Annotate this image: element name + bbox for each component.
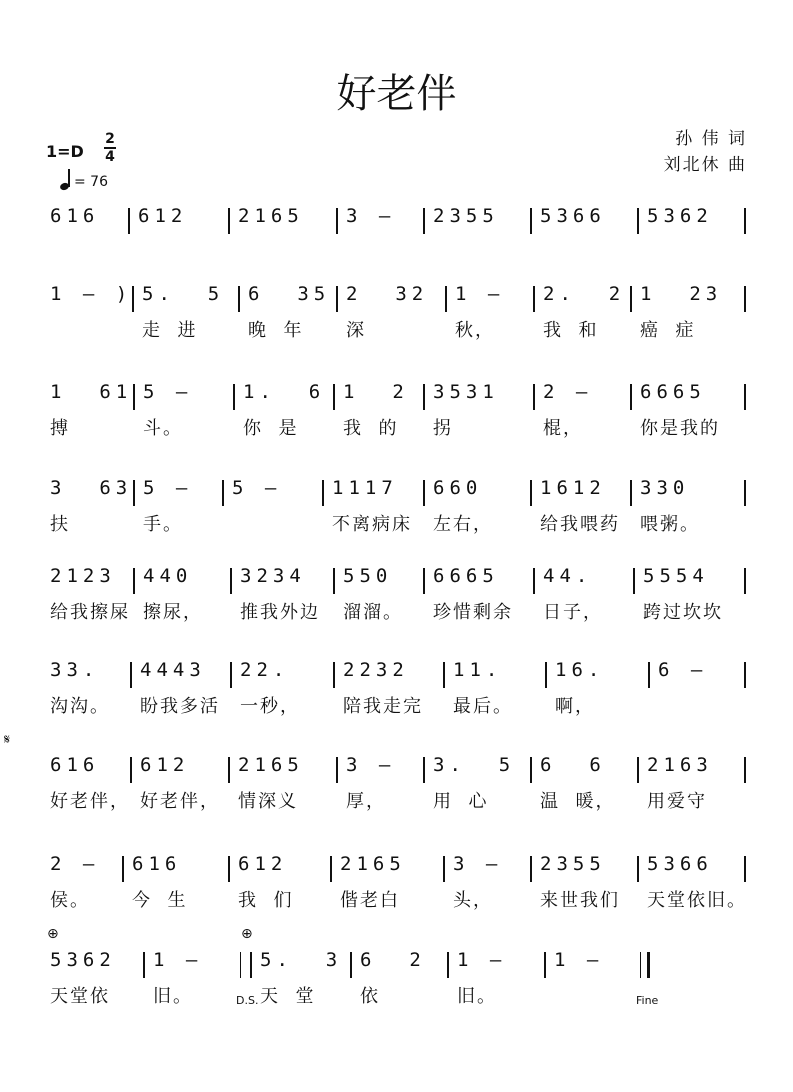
- score-system: [44, 844, 756, 934]
- lyric-row: [44, 598, 756, 628]
- measure-notes: 612: [138, 205, 188, 227]
- barline: [744, 384, 746, 410]
- lyric-segment: 厚，: [346, 791, 386, 812]
- measure-notes: 2 32: [346, 283, 429, 305]
- lyric-row: [44, 886, 756, 916]
- measure-notes: 1 23: [640, 283, 723, 305]
- measure-notes: 6 6: [540, 754, 606, 776]
- measure-notes: 2. 2: [543, 283, 626, 305]
- lyric-row: [44, 238, 756, 268]
- barline: [744, 480, 746, 506]
- measure-notes: 2165: [238, 754, 304, 776]
- measure-notes: 1 –: [455, 283, 505, 305]
- lyric-segment: 用 心: [433, 791, 489, 812]
- lyric-segment: 你 是: [243, 418, 299, 439]
- barline: [130, 662, 132, 688]
- barline: [744, 757, 746, 783]
- barline: [230, 662, 232, 688]
- measure-notes: 440: [143, 565, 193, 587]
- barline: [530, 757, 532, 783]
- measure-notes: 5 –: [232, 477, 282, 499]
- lyric-segment: 左右，: [433, 514, 493, 535]
- barline: [143, 952, 145, 978]
- measure-notes: 2355: [540, 853, 606, 875]
- measure-notes: 1 –: [153, 949, 203, 971]
- barline: [744, 856, 746, 882]
- barline: [336, 757, 338, 783]
- measure-notes: 5362: [647, 205, 713, 227]
- barline: [228, 208, 230, 234]
- barline: [544, 952, 546, 978]
- lyric-segment: 晚 年: [248, 320, 304, 341]
- measure-notes: 5. 5: [142, 283, 225, 305]
- barline: [133, 568, 135, 594]
- fine-mark: Fine: [636, 994, 659, 1007]
- measure-notes: 616: [50, 205, 100, 227]
- lyric-segment: 头，: [453, 890, 493, 911]
- lyric-segment: 推我外边: [240, 602, 320, 623]
- measure-notes: 2 –: [50, 853, 100, 875]
- barline: [423, 208, 425, 234]
- barline: [130, 757, 132, 783]
- barline: [530, 208, 532, 234]
- barline: [132, 286, 134, 312]
- measure-notes: 1 2: [343, 381, 409, 403]
- measure-notes: 612: [238, 853, 288, 875]
- tempo-value: = 76: [74, 174, 108, 190]
- barline: [333, 662, 335, 688]
- barline: [333, 568, 335, 594]
- lyric-segment: 旧。: [153, 986, 193, 1007]
- measure-notes: 5 –: [143, 381, 193, 403]
- measure-notes: 11.: [453, 659, 503, 681]
- measure-notes: 5. 3: [260, 949, 343, 971]
- lyric-segment: 溜溜。: [343, 602, 403, 623]
- measure-notes: 1612: [540, 477, 606, 499]
- tempo-marking: [58, 168, 108, 190]
- barline: [637, 208, 639, 234]
- lyric-segment: 拐: [433, 418, 453, 439]
- barline: [530, 856, 532, 882]
- lyric-segment: 陪我走完: [343, 696, 423, 717]
- key-signature: 1=D: [46, 142, 84, 161]
- barline: [228, 757, 230, 783]
- measure-notes: 3 –: [346, 205, 396, 227]
- barline: [423, 384, 425, 410]
- measure-notes: 3234: [240, 565, 306, 587]
- melody-row: [44, 844, 756, 884]
- composer-credit: 刘北休 曲: [663, 155, 747, 175]
- coda-icon: ⊕: [241, 926, 253, 942]
- lyric-segment: 不离病床: [332, 514, 412, 535]
- barline: [443, 662, 445, 688]
- lyric-segment: 天堂依: [50, 986, 110, 1007]
- barline: [350, 952, 352, 978]
- quarter-note-icon: [58, 168, 74, 190]
- lyric-segment: 天堂依旧。: [647, 890, 747, 911]
- lyricist-credit: 孙 伟 词: [675, 129, 747, 149]
- lyric-segment: 沟沟。: [50, 696, 110, 717]
- lyric-segment: 擦尿，: [143, 602, 203, 623]
- measure-notes: 1 – ): [50, 283, 133, 305]
- lyric-segment: 天 堂: [260, 986, 316, 1007]
- score-system: [44, 196, 756, 286]
- measure-notes: 1117: [332, 477, 398, 499]
- barline: [336, 208, 338, 234]
- lyric-row: [44, 414, 756, 444]
- song-title: 好老伴: [336, 71, 457, 117]
- barline: [423, 757, 425, 783]
- barline: [533, 286, 535, 312]
- measure-notes: 3 63: [50, 477, 133, 499]
- lyric-segment: 来世我们: [540, 890, 620, 911]
- barline: [233, 384, 235, 410]
- measure-notes: 22.: [240, 659, 290, 681]
- melody-row: [44, 650, 756, 690]
- lyric-segment: 给我擦屎: [50, 602, 130, 623]
- barline: [530, 480, 532, 506]
- measure-notes: 5366: [540, 205, 606, 227]
- measure-notes: 2123: [50, 565, 116, 587]
- lyric-segment: 一秒，: [240, 696, 300, 717]
- barline: [240, 952, 245, 978]
- barline: [443, 856, 445, 882]
- barline: [228, 856, 230, 882]
- lyric-segment: 搏: [50, 418, 70, 439]
- measure-notes: 6 –: [658, 659, 708, 681]
- lyric-segment: 喂粥。: [640, 514, 700, 535]
- lyric-row: [44, 316, 756, 346]
- score-system: [44, 556, 756, 646]
- measure-notes: 3531: [433, 381, 499, 403]
- measure-notes: 612: [140, 754, 190, 776]
- barline: [744, 662, 746, 688]
- measure-notes: 1. 6: [243, 381, 326, 403]
- barline: [630, 480, 632, 506]
- lyric-segment: 情深义: [238, 791, 298, 812]
- time-signature: [104, 132, 116, 164]
- melody-row: [44, 372, 756, 412]
- barline: [133, 480, 135, 506]
- barline: [322, 480, 324, 506]
- lyric-segment: 最后。: [453, 696, 513, 717]
- lyric-segment: 秋，: [455, 320, 495, 341]
- measure-notes: 6 35: [248, 283, 331, 305]
- measure-notes: 616: [50, 754, 100, 776]
- score-system: [44, 940, 756, 1030]
- barline: [238, 286, 240, 312]
- measure-notes: 1 –: [457, 949, 507, 971]
- barline: [423, 568, 425, 594]
- measure-notes: 16.: [555, 659, 605, 681]
- measure-notes: 550: [343, 565, 393, 587]
- measure-notes: 1 –: [554, 949, 604, 971]
- measure-notes: 3 –: [346, 754, 396, 776]
- barline: [533, 384, 535, 410]
- measure-notes: 2163: [647, 754, 713, 776]
- lyric-segment: 偕老白: [340, 890, 400, 911]
- meter-top: 2: [105, 131, 115, 147]
- score-system: [44, 468, 756, 558]
- lyric-segment: 温 暖，: [540, 791, 616, 812]
- measure-notes: 2232: [343, 659, 409, 681]
- lyric-segment: 斗。: [143, 418, 183, 439]
- lyric-segment: 深: [346, 320, 366, 341]
- measure-notes: 5554: [643, 565, 709, 587]
- segno-icon: 𝄋: [4, 732, 11, 748]
- barline: [744, 568, 746, 594]
- barline: [423, 480, 425, 506]
- melody-row: [44, 274, 756, 314]
- measure-notes: 5366: [647, 853, 713, 875]
- lyric-segment: 侯。: [50, 890, 90, 911]
- ds-mark: D.S.: [236, 994, 259, 1007]
- measure-notes: 2 –: [543, 381, 593, 403]
- barline: [648, 662, 650, 688]
- measure-notes: 660: [433, 477, 483, 499]
- score-system: [44, 274, 756, 364]
- measure-notes: 3 –: [453, 853, 503, 875]
- measure-notes: 4443: [140, 659, 206, 681]
- measure-notes: 6 2: [360, 949, 426, 971]
- measure-notes: 330: [640, 477, 690, 499]
- lyric-segment: 好老伴，: [50, 791, 130, 812]
- measure-notes: 5362: [50, 949, 116, 971]
- barline: [133, 384, 135, 410]
- barline: [637, 757, 639, 783]
- barline: [230, 568, 232, 594]
- lyric-segment: 旧。: [457, 986, 497, 1007]
- measure-notes: 6665: [640, 381, 706, 403]
- lyric-segment: 用爱守: [647, 791, 707, 812]
- melody-row: [44, 745, 756, 785]
- lyric-segment: 你是我的: [640, 418, 720, 439]
- measure-notes: 33.: [50, 659, 100, 681]
- barline: [630, 384, 632, 410]
- measure-notes: 6665: [433, 565, 499, 587]
- meter-bottom: 4: [105, 149, 115, 165]
- barline: [128, 208, 130, 234]
- melody-row: [44, 196, 756, 236]
- lyric-segment: 手。: [143, 514, 183, 535]
- lyric-segment: 跨过坎坎: [643, 602, 723, 623]
- lyric-segment: 盼我多活: [140, 696, 220, 717]
- lyric-segment: 今 生: [132, 890, 188, 911]
- lyric-segment: 日子，: [543, 602, 603, 623]
- measure-notes: 2165: [340, 853, 406, 875]
- barline: [122, 856, 124, 882]
- score-system: [44, 372, 756, 462]
- measure-notes: 3. 5: [433, 754, 516, 776]
- score-system: [44, 650, 756, 740]
- lyric-row: [44, 692, 756, 722]
- barline: [447, 952, 449, 978]
- lyric-segment: 啊，: [555, 696, 595, 717]
- barline: [222, 480, 224, 506]
- measure-notes: 1 61: [50, 381, 133, 403]
- lyric-segment: 走 进: [142, 320, 198, 341]
- credits: [664, 126, 747, 178]
- barline: [633, 568, 635, 594]
- lyric-segment: 我 们: [238, 890, 294, 911]
- melody-row: [44, 940, 756, 980]
- lyric-segment: 好老伴，: [140, 791, 220, 812]
- barline: [640, 952, 650, 978]
- lyric-segment: 棍，: [543, 418, 583, 439]
- barline: [545, 662, 547, 688]
- barline: [445, 286, 447, 312]
- barline: [744, 286, 746, 312]
- barline: [637, 856, 639, 882]
- measure-notes: 616: [132, 853, 182, 875]
- melody-row: [44, 468, 756, 508]
- coda-icon: ⊕: [47, 926, 59, 942]
- measure-notes: 44.: [543, 565, 593, 587]
- measure-notes: 2165: [238, 205, 304, 227]
- barline: [330, 856, 332, 882]
- lyric-segment: 珍惜剩余: [433, 602, 513, 623]
- barline: [630, 286, 632, 312]
- lyric-row: [44, 510, 756, 540]
- barline: [533, 568, 535, 594]
- lyric-segment: 依: [360, 986, 380, 1007]
- barline: [336, 286, 338, 312]
- lyric-segment: 扶: [50, 514, 70, 535]
- melody-row: [44, 556, 756, 596]
- lyric-segment: 给我喂药: [540, 514, 620, 535]
- lyric-segment: 我 的: [343, 418, 399, 439]
- barline: [744, 208, 746, 234]
- score-system: [44, 745, 756, 835]
- barline: [250, 952, 252, 978]
- measure-notes: 5 –: [143, 477, 193, 499]
- barline: [333, 384, 335, 410]
- lyric-segment: 我 和: [543, 320, 599, 341]
- lyric-row: [44, 787, 756, 817]
- lyric-segment: 癌 症: [640, 320, 696, 341]
- measure-notes: 2355: [433, 205, 499, 227]
